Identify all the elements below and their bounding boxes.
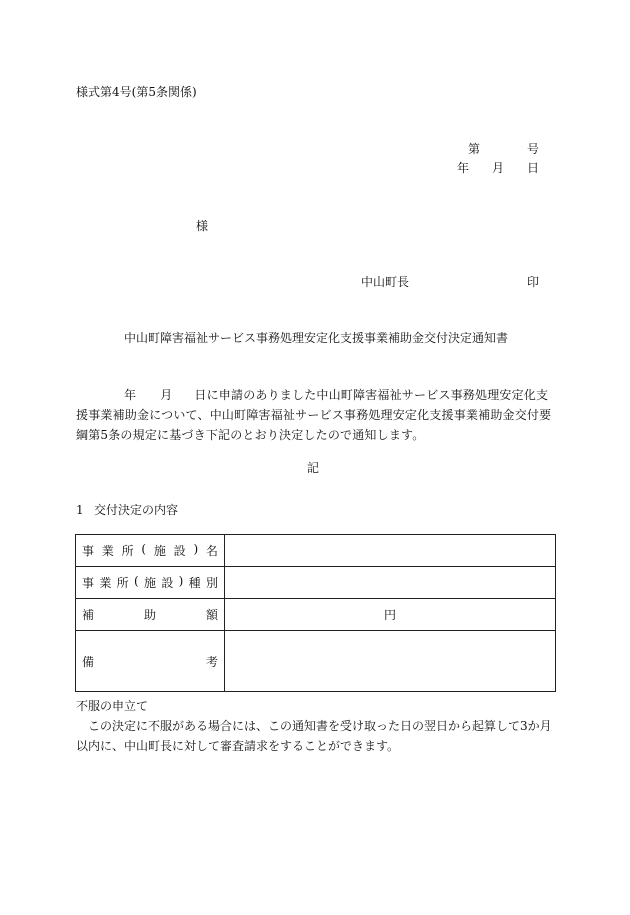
body-text: 日に申請のありました中山町障害福祉サービス事務処理安定化支援事業補助金について、中山町障害福祉サービス事務処理安定化支援事業補助金交付要綱第5条の規定に基づき下記のとおり決定したので通知します。: [76, 388, 552, 442]
value-remarks: [225, 631, 556, 692]
addressee-honorific: 様: [196, 219, 209, 233]
date-day-label: 日: [527, 161, 540, 175]
spread-label: 事 業 所 ( 施 設 ) 種 別: [82, 574, 218, 590]
appeal-text: この決定に不服がある場合には、この通知書を受け取った日の翌日から起算して3か月以内に、中山町長に対して審査請求をすることができます。: [76, 719, 552, 753]
body-year-label: 年: [124, 388, 137, 402]
row-label-grant-amount: [76, 599, 225, 631]
table-row: [76, 599, 556, 631]
section-1-heading: [76, 502, 178, 518]
row-label-remarks: [76, 631, 225, 692]
appeal-heading: 不服の申立て: [76, 699, 149, 713]
section-1-title: 交付決定の内容: [94, 503, 179, 517]
ki-heading: 記: [307, 461, 320, 475]
spread-label: 事 業 所 ( 施 設 ) 名: [82, 542, 218, 558]
spread-label: 備 考: [82, 654, 218, 669]
appeal-paragraph: [76, 716, 556, 756]
value-grant-amount-unit: 円: [225, 599, 556, 631]
table-row: [76, 631, 556, 692]
table-row: [76, 535, 556, 567]
sender-mayor-title: 中山町長: [361, 275, 410, 289]
section-1-number: 1: [76, 503, 84, 517]
body-paragraph: [76, 385, 556, 445]
document-number-suffix: 号: [527, 142, 540, 156]
document-number-prefix: 第: [468, 142, 481, 156]
table-row: [76, 567, 556, 599]
form-number: 様式第4号(第5条関係): [76, 85, 197, 99]
body-month-label: 月: [160, 388, 173, 402]
value-facility-type: [225, 567, 556, 599]
row-label-facility-type: [76, 567, 225, 599]
value-facility-name: [225, 535, 556, 567]
grant-detail-table: [75, 534, 556, 692]
date-month-label: 月: [492, 161, 505, 175]
date-year-label: 年: [457, 161, 470, 175]
row-label-facility-name: [76, 535, 225, 567]
spread-label: 補 助 額: [82, 608, 218, 622]
seal-mark: 印: [527, 275, 540, 289]
document-title: 中山町障害福祉サービス事務処理安定化支援事業補助金交付決定通知書: [124, 331, 509, 345]
